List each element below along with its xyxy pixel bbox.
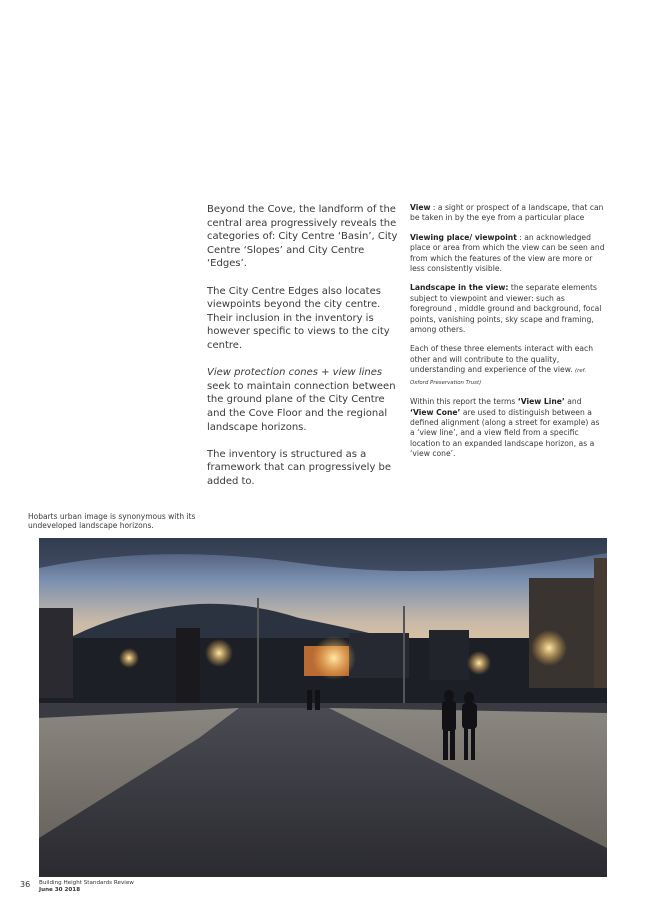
footer-date: June 30 2018 <box>39 887 81 893</box>
paragraph-view-protection <box>207 366 405 434</box>
mid-building-2 <box>429 630 469 680</box>
term-view-line: ‘View Line’ <box>517 397 565 407</box>
def-view: : a sight or prospect of a landscape, that can be taken in by the eye from a particular place <box>410 203 604 223</box>
light-glow-1 <box>205 639 233 667</box>
building-right-block <box>594 558 607 688</box>
left-text-column <box>207 203 405 502</box>
view-protection-text: seek to maintain connection between the ground plane of the City Centre and the Cove Floor and the regional landscape horizons. <box>207 380 396 433</box>
light-glow-2 <box>312 636 356 680</box>
def-viewing-place: : an acknowledged place or area from which the view can be seen and from which the features of the view are more or less consistently visible. <box>410 232 605 274</box>
mid-building <box>349 633 409 678</box>
term-view-cone: ‘View Cone’ <box>410 407 461 417</box>
term-view: View <box>410 203 431 212</box>
definition-landscape <box>410 283 606 335</box>
photo-caption: Hobarts urban image is synonymous with its undeveloped landscape horizons. <box>28 512 196 531</box>
definition-view <box>410 203 606 224</box>
report-text-and: and <box>564 397 582 407</box>
term-landscape: Landscape in the view: <box>410 283 509 293</box>
hobart-waterfront-photo <box>39 538 607 877</box>
paragraph-inventory-framework: The inventory is structured as a framework that can progressively be added to. <box>207 448 392 487</box>
street-light-pole-right <box>403 606 405 706</box>
report-text-pre: Within this report the terms <box>410 397 518 407</box>
page-number: 36 <box>20 880 31 889</box>
paragraph-city-centre-edges: The City Centre Edges also locates viewpoints beyond the city centre. Their inclusion in the inventory is however specific to views to the city centre. <box>207 285 390 351</box>
light-glow-3 <box>531 630 567 666</box>
reference-note: (ref. Oxford Preservation Trust) <box>410 368 587 386</box>
term-viewing-place: Viewing place/ viewpoint <box>410 232 517 242</box>
definition-viewing-place <box>410 233 606 275</box>
paragraph-cove-landform: Beyond the Cove, the landform of the central area progressively reveals the categories of: City Centre ‘Basin’, City Centre ‘Slopes’ and City Centre ‘Edges’. <box>207 204 398 270</box>
interaction-text: Each of these three elements interact with each other and will contribute to the quality, understanding and experience of the view. <box>410 344 594 375</box>
building-left <box>39 608 73 698</box>
definitions-column <box>410 203 606 469</box>
paragraph-interaction <box>410 344 606 388</box>
footer-document-title: Building Height Standards Review <box>39 880 134 886</box>
view-protection-term: View protection cones + view lines <box>207 367 383 379</box>
footer-title <box>39 880 134 894</box>
light-glow-4 <box>467 651 491 675</box>
paragraph-report-terms <box>410 397 606 459</box>
street-light-pole-left <box>257 598 259 708</box>
light-glow-5 <box>119 648 139 668</box>
report-text-post: are used to distinguish between a defined alignment (along a street for example) as a ‘view line’, and a view field from a specific location to an expanded landscape horizon, as a ‘view cone’. <box>410 407 600 459</box>
def-landscape: the separate elements subject to viewpoint and viewer: such as foreground , middle ground and background, focal points, vanishing points, sky scape and framing, among others. <box>410 283 602 335</box>
